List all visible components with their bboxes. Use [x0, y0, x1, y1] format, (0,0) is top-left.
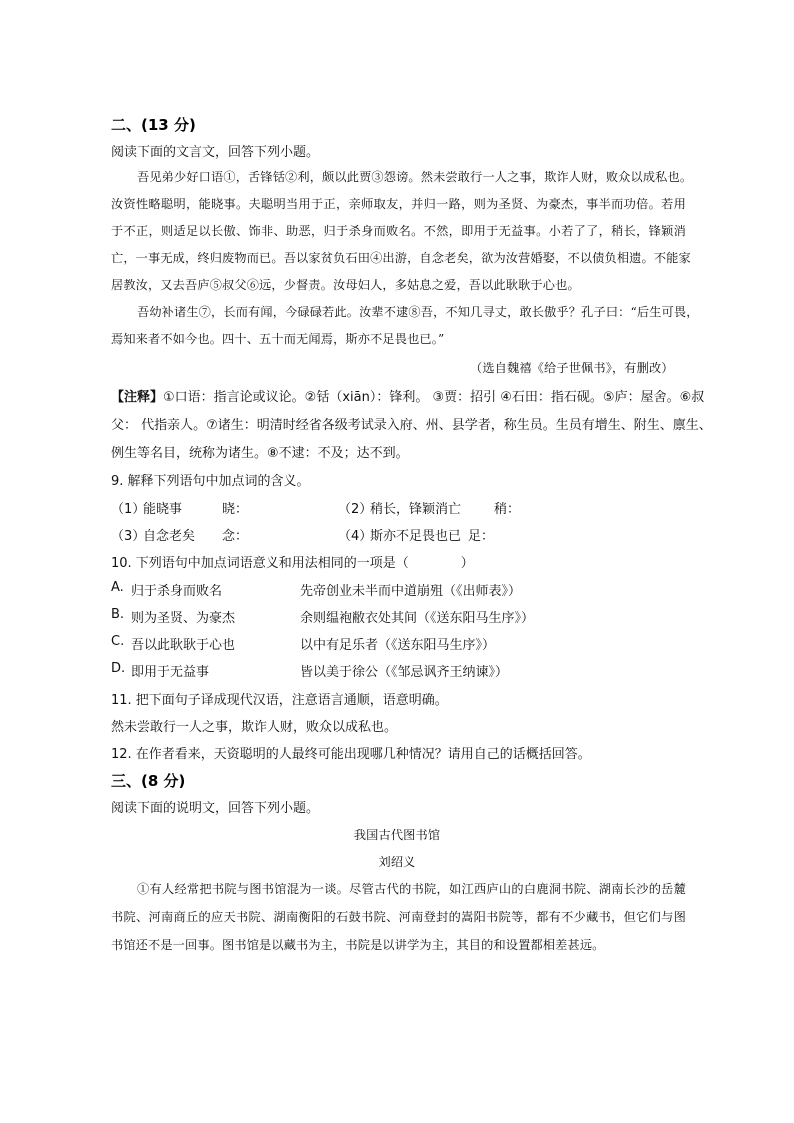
q11-sentence: 然未尝敢行一人之事，欺诈人财，败众以成私也。	[111, 720, 398, 735]
q9-item-phrase: 自念老矣	[143, 529, 196, 544]
article-paragraph-line: ①有人经常把书院与图书馆混为一谈。尽管古代的书院，如江西庐山的白鹿洞书院、湖南长沙的岳麓	[137, 882, 686, 896]
q10-option-right: 先帝创业未半而中道崩殂（《出师表》）	[300, 584, 522, 599]
article-paragraph-line: 书馆还不是一回事。图书馆是以藏书为主，书院是以讲学为主，其目的和设置都相差甚远。	[111, 938, 605, 952]
section3-heading: 三、(8 分)	[111, 772, 186, 790]
q10-option-label: B.	[111, 607, 125, 622]
section3-instruction: 阅读下面的说明文，回答下列小题。	[111, 801, 320, 816]
passage-line: 汝资性略聪明，能晓事。夫聪明当用于正，亲师取友，并归一路，则为圣贤、为豪杰，事半而功倍。若用	[111, 197, 686, 211]
q9-item-word: 晓：	[222, 502, 249, 517]
q10-stem: 10. 下列语句中加点词语意义和用法相同的一项是（ ）	[111, 556, 474, 571]
notes-line: 例生等名目，统称为诸生。⑧不逮：不及；达不到。	[111, 446, 409, 461]
notes-first-line	[111, 386, 704, 405]
notes-label: 【注释】	[111, 390, 164, 405]
q10-option-left: 则为圣贤、为豪杰	[131, 611, 236, 626]
q10-option-left: 归于杀身而败名	[131, 584, 223, 599]
q10-option-label: A.	[111, 580, 124, 595]
q9-item-phrase: 斯亦不足畏也已	[370, 529, 462, 544]
q9-item-word: 足：	[468, 529, 495, 544]
q10-option-right: 余则缊袍敝衣处其间（《送东阳马生序》）	[300, 611, 535, 626]
q9-item-num: （3）	[111, 529, 146, 544]
q10-option-label: D.	[111, 661, 126, 676]
passage-source: （选自魏禧《给子世佩书》，有删改）	[470, 361, 674, 375]
q10-option-right: 皆以美于徐公（《邹忌讽齐王纳谏》）	[300, 665, 509, 680]
q9-item-num: （1）	[111, 502, 146, 517]
q9-item-num: （4）	[338, 529, 373, 544]
passage-line: 焉知来者不如今也。四十、五十而无闻焉，斯亦不足畏也已。”	[111, 332, 445, 346]
q10-option-label: C.	[111, 634, 125, 649]
q10-option-left: 吾以此耿耿于心也	[131, 638, 236, 653]
q11-stem: 11. 把下面句子译成现代汉语，注意语言通顺，语意明确。	[111, 693, 448, 708]
q12-stem: 12. 在作者看来，天资聪明的人最终可能出现哪几种情况？请用自己的话概括回答。	[111, 747, 591, 762]
passage-line: 居教汝，又去吾庐⑤叔父⑥远，少督责。汝母妇人，多姑息之爱，吾以此耿耿于心也。	[111, 278, 580, 292]
q9-item-phrase: 稍长，锋颖消亡	[370, 502, 462, 517]
passage-line: 吾幼补诸生⑦，长而有闻，今碌碌若此。汝辈不逮⑧吾，不知几寻丈，敢长傲乎？孔子曰：“后生可畏，	[137, 305, 699, 319]
notes-text: ①口语：指言论或议论。②铦（xiān）：锋利。 ③贾：招引 ④石田：指石砚。⑤庐：屋舍。⑥叔	[163, 390, 705, 405]
q9-item-word: 念：	[222, 529, 249, 544]
article-paragraph-line: 书院、河南商丘的应天书院、湖南衡阳的石鼓书院、河南登封的嵩阳书院等，都有不少藏书，但它们与图	[111, 910, 686, 924]
notes-line: 父： 代指亲人。⑦诸生：明清时经省各级考试录入府、州、县学者，称生员。生员有增生、附生、廪生、	[111, 418, 712, 433]
q9-item-num: （2）	[338, 502, 373, 517]
article-title: 我国古代图书馆	[353, 828, 441, 842]
section2-instruction: 阅读下面的文言文，回答下列小题。	[111, 145, 320, 160]
q10-option-left: 即用于无益事	[131, 665, 210, 680]
passage-line: 亡，一事无成，终归废物而已。吾以家贫负石田④出游，自念老矣，欲为汝营婚娶，不以债负相遗。不能家	[111, 251, 691, 265]
q10-option-right: 以中有足乐者（《送东阳马生序》）	[300, 638, 496, 653]
passage-line: 吾见弟少好口语①，舌锋铦②利，颇以此贾③怨谤。然未尝敢行一人之事，欺诈人财，败众以成私也。	[137, 170, 693, 184]
section2-heading: 二、(13 分)	[111, 116, 196, 134]
passage-line: 于不正，则适足以长傲、饰非、助恶，归于杀身而败名。不然，即用于无益事。小若了了，稍长，锋颖消	[111, 224, 686, 238]
q9-item-word: 稍：	[494, 502, 521, 517]
q9-stem: 9. 解释下列语句中加点词的含义。	[111, 474, 310, 489]
q9-item-phrase: 能晓事	[143, 502, 183, 517]
article-author: 刘绍义	[378, 855, 416, 869]
